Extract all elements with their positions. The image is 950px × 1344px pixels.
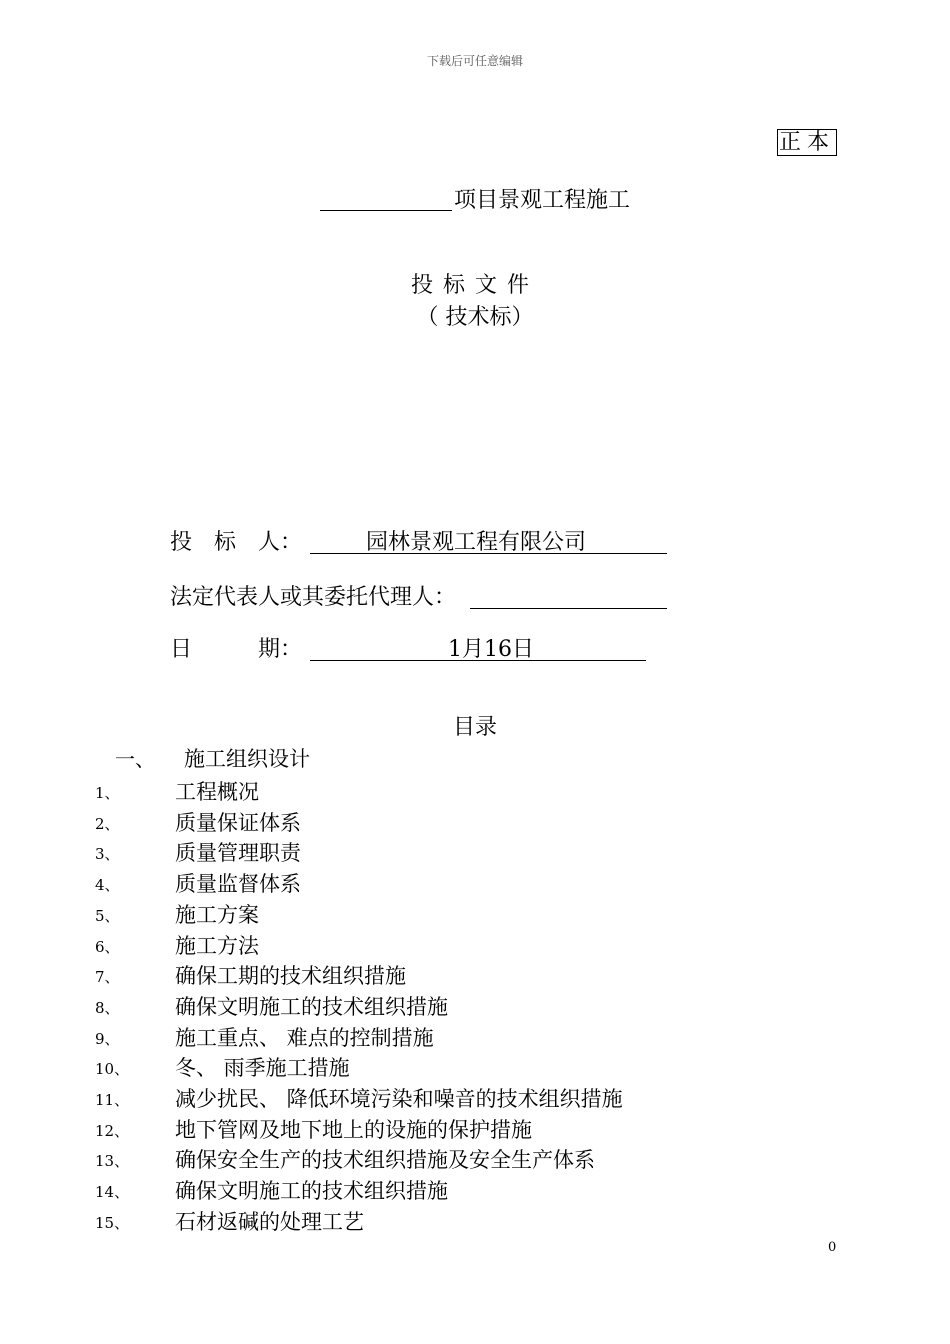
bidder-label: 投 标 人： (170, 530, 303, 555)
toc-item-number: 4、 (95, 876, 120, 895)
toc-section (0, 743, 950, 773)
toc-item-number: 3、 (95, 845, 120, 864)
toc-item-number: 8、 (95, 998, 120, 1017)
toc-item-text: 施工方案 (175, 902, 259, 927)
toc-item-number: 12、 (95, 1121, 130, 1140)
toc-item-text: 工程概况 (175, 780, 259, 804)
date-label: 日 期： (170, 637, 303, 662)
toc-item-number: 2、 (95, 814, 120, 833)
toc-item (0, 1144, 950, 1174)
document-title (0, 183, 950, 214)
toc-item-number: 9、 (95, 1029, 120, 1048)
toc-item-text: 确保工期的技术组织措施 (175, 964, 406, 989)
toc-item (0, 776, 950, 806)
toc-item (0, 1022, 950, 1052)
toc-item (0, 1114, 950, 1144)
representative-label: 法定代表人或其委托代理人： (170, 585, 457, 610)
bidder-value: 园林景观工程有限公司 (366, 530, 587, 555)
toc-item-text: 石材返碱的处理工艺 (175, 1209, 364, 1234)
header-note: 下载后可任意编辑 (426, 54, 523, 68)
toc-item (0, 807, 950, 837)
date-value: 1月16日 (448, 637, 534, 662)
bidder-field (170, 525, 587, 555)
toc-item-number: 15、 (95, 1213, 130, 1232)
toc-title: 目录 (452, 715, 497, 740)
toc-item-text: 质量管理职责 (175, 841, 301, 866)
page-number: 0 (828, 1240, 837, 1255)
toc-item-number: 10、 (95, 1060, 130, 1079)
date-field (170, 632, 534, 662)
toc-item-text: 施工方法 (175, 933, 259, 958)
project-name-blank (320, 190, 452, 211)
toc-item-text: 冬、 雨季施工措施 (175, 1056, 350, 1081)
toc-item (0, 899, 950, 929)
toc-item (0, 960, 950, 990)
toc-item-number: 5、 (95, 906, 120, 925)
toc-item (0, 930, 950, 960)
toc-section-number: 一、 (115, 747, 155, 771)
toc-item (0, 837, 950, 867)
document-subtitle: 投标文件 (410, 273, 539, 298)
toc-item-number: 1、 (95, 784, 120, 802)
toc-item-text: 地下管网及地下地上的设施的保护措施 (175, 1117, 532, 1142)
representative-underline (470, 580, 667, 609)
toc-item-number: 7、 (95, 968, 120, 987)
title-text: 项目景观工程施工 (453, 188, 630, 213)
toc-item-text: 质量保证体系 (175, 810, 301, 835)
toc-item-number: 13、 (95, 1152, 130, 1171)
original-copy-badge: 正本 (778, 130, 835, 155)
toc-item-text: 确保文明施工的技术组织措施 (175, 994, 448, 1019)
toc-item (0, 991, 950, 1021)
toc-item-number: 14、 (95, 1183, 130, 1202)
toc-item (0, 1083, 950, 1113)
representative-field (170, 580, 456, 610)
toc-item-text: 确保安全生产的技术组织措施及安全生产体系 (175, 1148, 595, 1173)
toc-item (0, 1206, 950, 1236)
toc-item (0, 1175, 950, 1205)
toc-item-number: 11、 (95, 1091, 130, 1109)
toc-item (0, 1052, 950, 1082)
toc-item (0, 868, 950, 898)
document-subtitle-type: （ 技术标） (416, 305, 534, 330)
toc-item-text: 确保文明施工的技术组织措施 (175, 1179, 448, 1204)
toc-section-text: 施工组织设计 (184, 747, 310, 771)
toc-item-text: 减少扰民、 降低环境污染和噪音的技术组织措施 (175, 1087, 623, 1111)
toc-item-number: 6、 (95, 937, 120, 956)
toc-item-text: 质量监督体系 (175, 872, 301, 897)
toc-item-text: 施工重点、 难点的控制措施 (175, 1025, 434, 1050)
